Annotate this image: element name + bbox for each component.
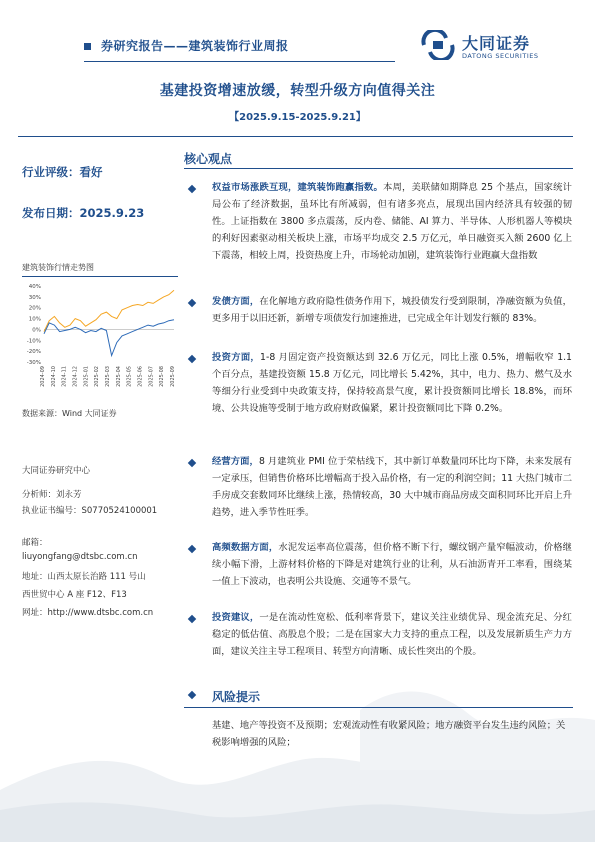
landscape-background xyxy=(0,560,595,842)
chart-series-line-2 xyxy=(44,320,174,356)
chart-x-tick-label: 2025-04 xyxy=(115,366,122,387)
core-item-lead: 投资方面， xyxy=(212,352,261,363)
core-points-rule xyxy=(184,168,573,169)
core-item-text: 水泥发运率高位震荡，但价格不断下行，螺纹钢产量窄幅波动，价格继续小幅下滑，上游材料价格的下降是对建筑行业的让利，从石油沥青开工率看，围绕某一值上下波动，也表明公共设施、交通等不景气。 xyxy=(212,542,572,587)
chart-x-tick-label: 2024-10 xyxy=(50,366,57,387)
title-rule xyxy=(18,136,573,137)
address-line-2: 西世贸中心 A 座 F12、F13 xyxy=(22,590,127,600)
chart-title: 建筑装饰行情走势图 xyxy=(22,263,94,272)
publish-date: 发布日期：2025.9.23 xyxy=(22,206,145,220)
bullet-icon xyxy=(188,185,196,193)
core-item-5 xyxy=(212,539,572,590)
website-link[interactable]: 网址：http://www.dtsbc.com.cn xyxy=(22,608,154,618)
core-item-6 xyxy=(212,609,572,660)
header-title: 券研究报告——建筑装饰行业周报 xyxy=(101,39,289,53)
chart-y-tick-label: 30% xyxy=(28,294,41,301)
chart-y-tick-label: 0% xyxy=(32,327,41,334)
core-item-1 xyxy=(212,179,572,264)
address-line-1: 地址：山西太原长治路 111 号山 xyxy=(22,572,146,582)
bullet-icon xyxy=(188,459,196,467)
core-item-2 xyxy=(212,293,572,327)
core-item-lead: 经营方面， xyxy=(212,456,259,467)
core-item-3 xyxy=(212,349,572,417)
core-item-lead: 高频数据方面， xyxy=(212,542,279,553)
risk-text: 基建、地产等投资不及预期；宏观流动性有收紧风险；地方融资平台发生违约风险；关税影响增强的风险； xyxy=(212,720,566,748)
core-item-text: 1-8 月固定资产投资额达到 32.6 万亿元，同比上涨 0.5%，增幅收窄 1.1 个百分点，基建投资额 15.8 万亿元，同比增长 5.42%，其中，电力、热力、燃气及水等细分行业受到中央政策支持，保持较高景气度，累计投资额同比增长 18.8%，而环境、公共设施等受制于地方政府财政偏紧，累计投资额同比下降 0.2%。 xyxy=(212,352,572,414)
chart-x-tick-label: 2025-09 xyxy=(170,366,176,387)
chart-x-tick-label: 2024-12 xyxy=(72,366,79,387)
chart-x-tick-label: 2025-08 xyxy=(159,366,166,387)
risk-rule xyxy=(184,707,573,708)
trend-chart xyxy=(22,280,178,404)
core-item-text: 一是在流动性宽松、低利率背景下，建议关注业绩优异、现金流充足、分红稳定的低估值、高股息个股；二是在国家大力支持的重点工程，以及发展新质生产力方面，建议关注主导工程项目、转型方向清晰、成长性突出的个股。 xyxy=(212,612,572,657)
chart-y-tick-label: 10% xyxy=(28,316,41,323)
core-item-lead: 发债方面， xyxy=(212,296,260,307)
bullet-icon xyxy=(188,299,196,307)
chart-y-tick-label: -20% xyxy=(26,349,41,356)
header-marker xyxy=(84,43,91,50)
chart-title-rule xyxy=(22,276,178,277)
chart-x-tick-label: 2024-11 xyxy=(61,366,68,387)
chart-x-tick-label: 2025-01 xyxy=(83,366,90,387)
license-number: 执业证书编号：S0770524100001 xyxy=(22,506,158,516)
chart-source: 数据来源：Wind 大同证券 xyxy=(22,409,117,418)
company-logo-english: DATONG SECURITIES xyxy=(462,52,539,60)
chart-x-tick-label: 2025-07 xyxy=(148,366,155,387)
chart-x-tick-label: 2025-06 xyxy=(137,366,144,387)
report-title: 基建投资增速放缓，转型升级方向值得关注 xyxy=(159,83,436,99)
industry-rating: 行业评级：看好 xyxy=(22,165,103,179)
company-logo-icon xyxy=(420,30,456,60)
email-label: 邮箱： xyxy=(22,538,48,548)
chart-x-tick-label: 2025-03 xyxy=(105,366,111,387)
chart-y-tick-label: 20% xyxy=(28,305,41,312)
chart-x-tick-label: 2025-05 xyxy=(126,366,133,387)
email-address[interactable]: liuyongfang@dtsbc.com.cn xyxy=(22,552,138,562)
report-date-range: 【2025.9.15-2025.9.21】 xyxy=(229,112,366,123)
analyst-name: 分析师：刘永芳 xyxy=(22,490,82,500)
chart-y-tick-label: -10% xyxy=(26,338,41,345)
chart-y-tick-label: -30% xyxy=(26,360,41,366)
core-item-text: 在化解地方政府隐性债务作用下，城投债发行受到限制，净融资额为负值，更多用于以旧还新，新增专项债发行加速推进，已完成全年计划发行额的 83%。 xyxy=(212,296,572,324)
bullet-icon xyxy=(188,545,196,553)
core-item-4 xyxy=(212,453,572,521)
research-center: 大同证券研究中心 xyxy=(22,466,91,476)
core-points-title: 核心观点 xyxy=(184,152,233,166)
company-logo-text: 大同证券 xyxy=(462,34,531,53)
header-rule xyxy=(84,61,395,62)
core-item-lead: 权益市场涨跌互现，建筑装饰跑赢指数。 xyxy=(212,182,384,193)
core-item-text: 8 月建筑业 PMI 位于荣枯线下，其中新订单数量同环比均下降，未来发展有一定承压，但销售价格环比增幅高于投入品价格，有一定的利润空间；11 大热门城市二手房成交套数同环比继续上涨，热情较高，30 大中城市商品房成交面积同环比开启上升趋势，进入季节性旺季。 xyxy=(212,456,572,518)
risk-title: 风险提示 xyxy=(212,690,261,704)
chart-x-tick-label: 2025-02 xyxy=(94,366,101,387)
chart-x-tick-label: 2024-09 xyxy=(40,366,46,387)
chart-y-tick-label: 40% xyxy=(28,284,41,290)
bullet-icon xyxy=(188,355,196,363)
core-item-text: 本周，美联储如期降息 25 个基点，国家统计局公布了经济数据，虽环比有所减弱，但有诸多亮点，展现出国内经济具有较强的韧性。上证指数在 3800 多点震荡，反内卷、储能、AI 算力、半导体、人形机器人等模块的利好因素驱动相关板块上涨，市场平均成交 2.5 万亿元，单日融资买入额 2600 亿上下震荡，相较上周，投资热度上升，市场轮动加剧，建筑装饰行业跑赢大盘指数 xyxy=(212,182,572,261)
core-item-lead: 投资建议， xyxy=(212,612,260,623)
